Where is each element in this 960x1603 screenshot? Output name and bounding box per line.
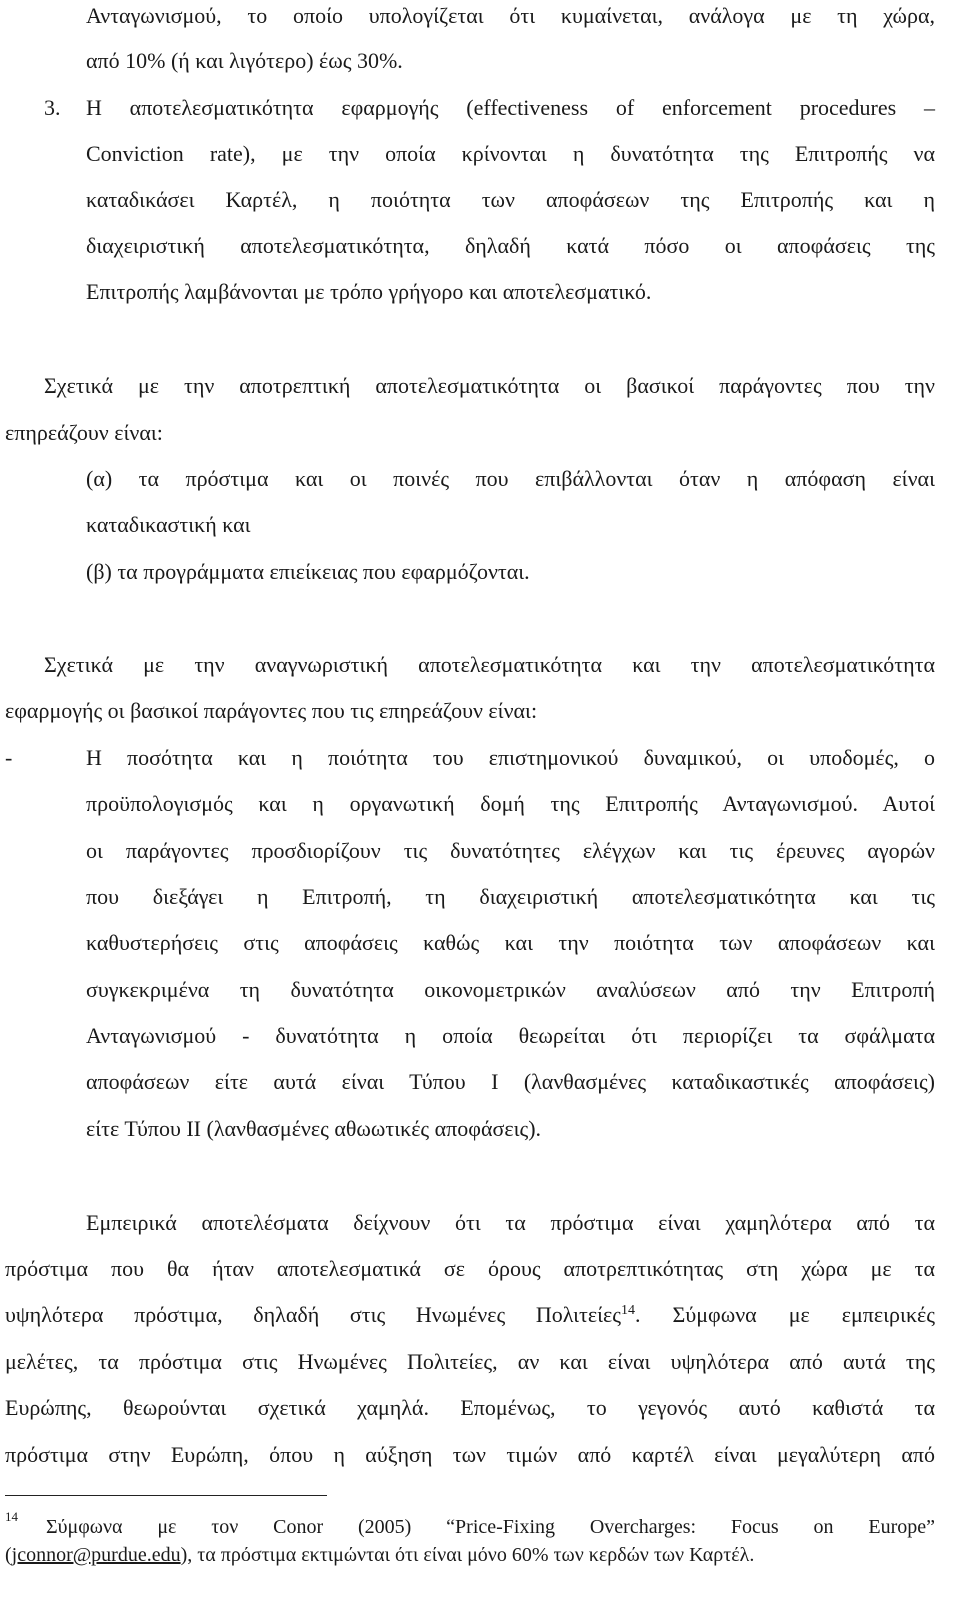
footnote-text-line	[5, 1545, 754, 1569]
body-text-line: Σχετικά με την αναγνωριστική αποτελεσματικότητα και την αποτελεσματικότητα	[44, 652, 935, 677]
body-text-line: Ευρώπης, θεωρούνται σχετικά χαμηλά. Επομένως, το γεγονός αυτό καθιστά τα	[5, 1395, 935, 1420]
footnote-number: 14	[5, 1509, 18, 1524]
body-text-line: Ανταγωνισμού - δυνατότητα η οποία θεωρείται ότι περιορίζει τα σφάλματα	[86, 1023, 935, 1048]
body-text-segment: . Σύμφωνα με εμπειρικές	[635, 1302, 935, 1327]
footnote-reference[interactable]: 14	[621, 1303, 635, 1318]
footnote-text-line: Σύμφωνα με τον Conor (2005) “Price-Fixing Overcharges: Focus on Europe”	[46, 1516, 935, 1538]
body-text-line: εφαρμογής οι βασικοί παράγοντες που τις επηρεάζουν είναι:	[5, 698, 538, 723]
body-text-line: Η αποτελεσματικότητα εφαρμογής (effectiveness of enforcement procedures –	[86, 95, 935, 120]
footnote-separator	[5, 1495, 327, 1496]
body-text-line: διαχειριστική αποτελεσματικότητα, δηλαδή κατά πόσο οι αποφάσεις της	[86, 233, 935, 258]
body-text-line: (α) τα πρόστιμα και οι ποινές που επιβάλλονται όταν η απόφαση είναι	[86, 466, 935, 491]
body-text-line: προϋπολογισμός και η οργανωτική δομή της Επιτροπής Ανταγωνισμού. Αυτοί	[86, 791, 935, 816]
body-text-segment: υψηλότερα πρόστιμα, δηλαδή στις Ηνωμένες Πολιτείες	[5, 1302, 621, 1327]
body-text-line: Εμπειρικά αποτελέσματα δείχνουν ότι τα πρόστιμα είναι χαμηλότερα από τα	[86, 1210, 935, 1235]
body-text-line: καταδικάσει Καρτέλ, η ποιότητα των αποφάσεων της Επιτροπής και η	[86, 187, 935, 212]
body-text-line: Ανταγωνισμού, το οποίο υπολογίζεται ότι κυμαίνεται, ανάλογα με τη χώρα,	[86, 3, 935, 28]
body-text-line: που διεξάγει η Επιτροπή, τη διαχειριστική αποτελεσματικότητα και τις	[86, 884, 935, 909]
body-text-line: πρόστιμα στην Ευρώπη, όπου η αύξηση των τιμών από καρτέλ είναι μεγαλύτερη από	[5, 1442, 935, 1467]
body-text-line: επηρεάζουν είναι:	[5, 420, 163, 445]
email-link[interactable]: jconnor@purdue.edu	[11, 1544, 181, 1566]
footnote-text-segment: ), τα πρόστιμα εκτιμώνται ότι είναι μόνο 60% των κερδών των Καρτέλ.	[180, 1544, 755, 1566]
list-number: 3.	[44, 95, 61, 120]
body-text-line: καταδικαστική και	[86, 512, 251, 537]
body-text-line: Επιτροπής λαμβάνονται με τρόπο γρήγορο και αποτελεσματικό.	[86, 279, 652, 304]
body-text-line: συγκεκριμένα τη δυνατότητα οικονομετρικών αναλύσεων από την Επιτροπή	[86, 977, 935, 1002]
body-text-line: οι παράγοντες προσδιορίζουν τις δυνατότητες ελέγχων και τις έρευνες αγορών	[86, 838, 935, 863]
footnote-paren: (	[5, 1544, 12, 1566]
body-text-line: καθυστερήσεις στις αποφάσεις καθώς και την ποιότητα των αποφάσεων και	[86, 930, 935, 955]
body-text-line: αποφάσεων είτε αυτά είναι Τύπου Ι (λανθασμένες καταδικαστικές αποφάσεις)	[86, 1069, 935, 1094]
body-text-line: είτε Τύπου ΙΙ (λανθασμένες αθωωτικές αποφάσεις).	[86, 1116, 542, 1141]
body-text-line-with-footnote	[5, 1304, 935, 1330]
body-text-line: Σχετικά με την αποτρεπτική αποτελεσματικότητα οι βασικοί παράγοντες που την	[44, 373, 935, 398]
body-text-line: Conviction rate), με την οποία κρίνονται η δυνατότητα της Επιτροπής να	[86, 141, 935, 166]
body-text-line: πρόστιμα που θα ήταν αποτελεσματικά σε όρους αποτρεπτικότητας στη χώρα με τα	[5, 1256, 935, 1281]
body-text-line: (β) τα προγράμματα επιείκειας που εφαρμόζονται.	[86, 559, 530, 584]
body-text-line: μελέτες, τα πρόστιμα στις Ηνωμένες Πολιτείες, αν και είναι υψηλότερα από αυτά της	[5, 1349, 935, 1374]
body-text-line: Η ποσότητα και η ποιότητα του επιστημονικού δυναμικού, οι υποδομές, ο	[86, 745, 935, 770]
list-dash: -	[5, 745, 13, 770]
body-text-line: από 10% (ή και λιγότερο) έως 30%.	[86, 48, 403, 73]
